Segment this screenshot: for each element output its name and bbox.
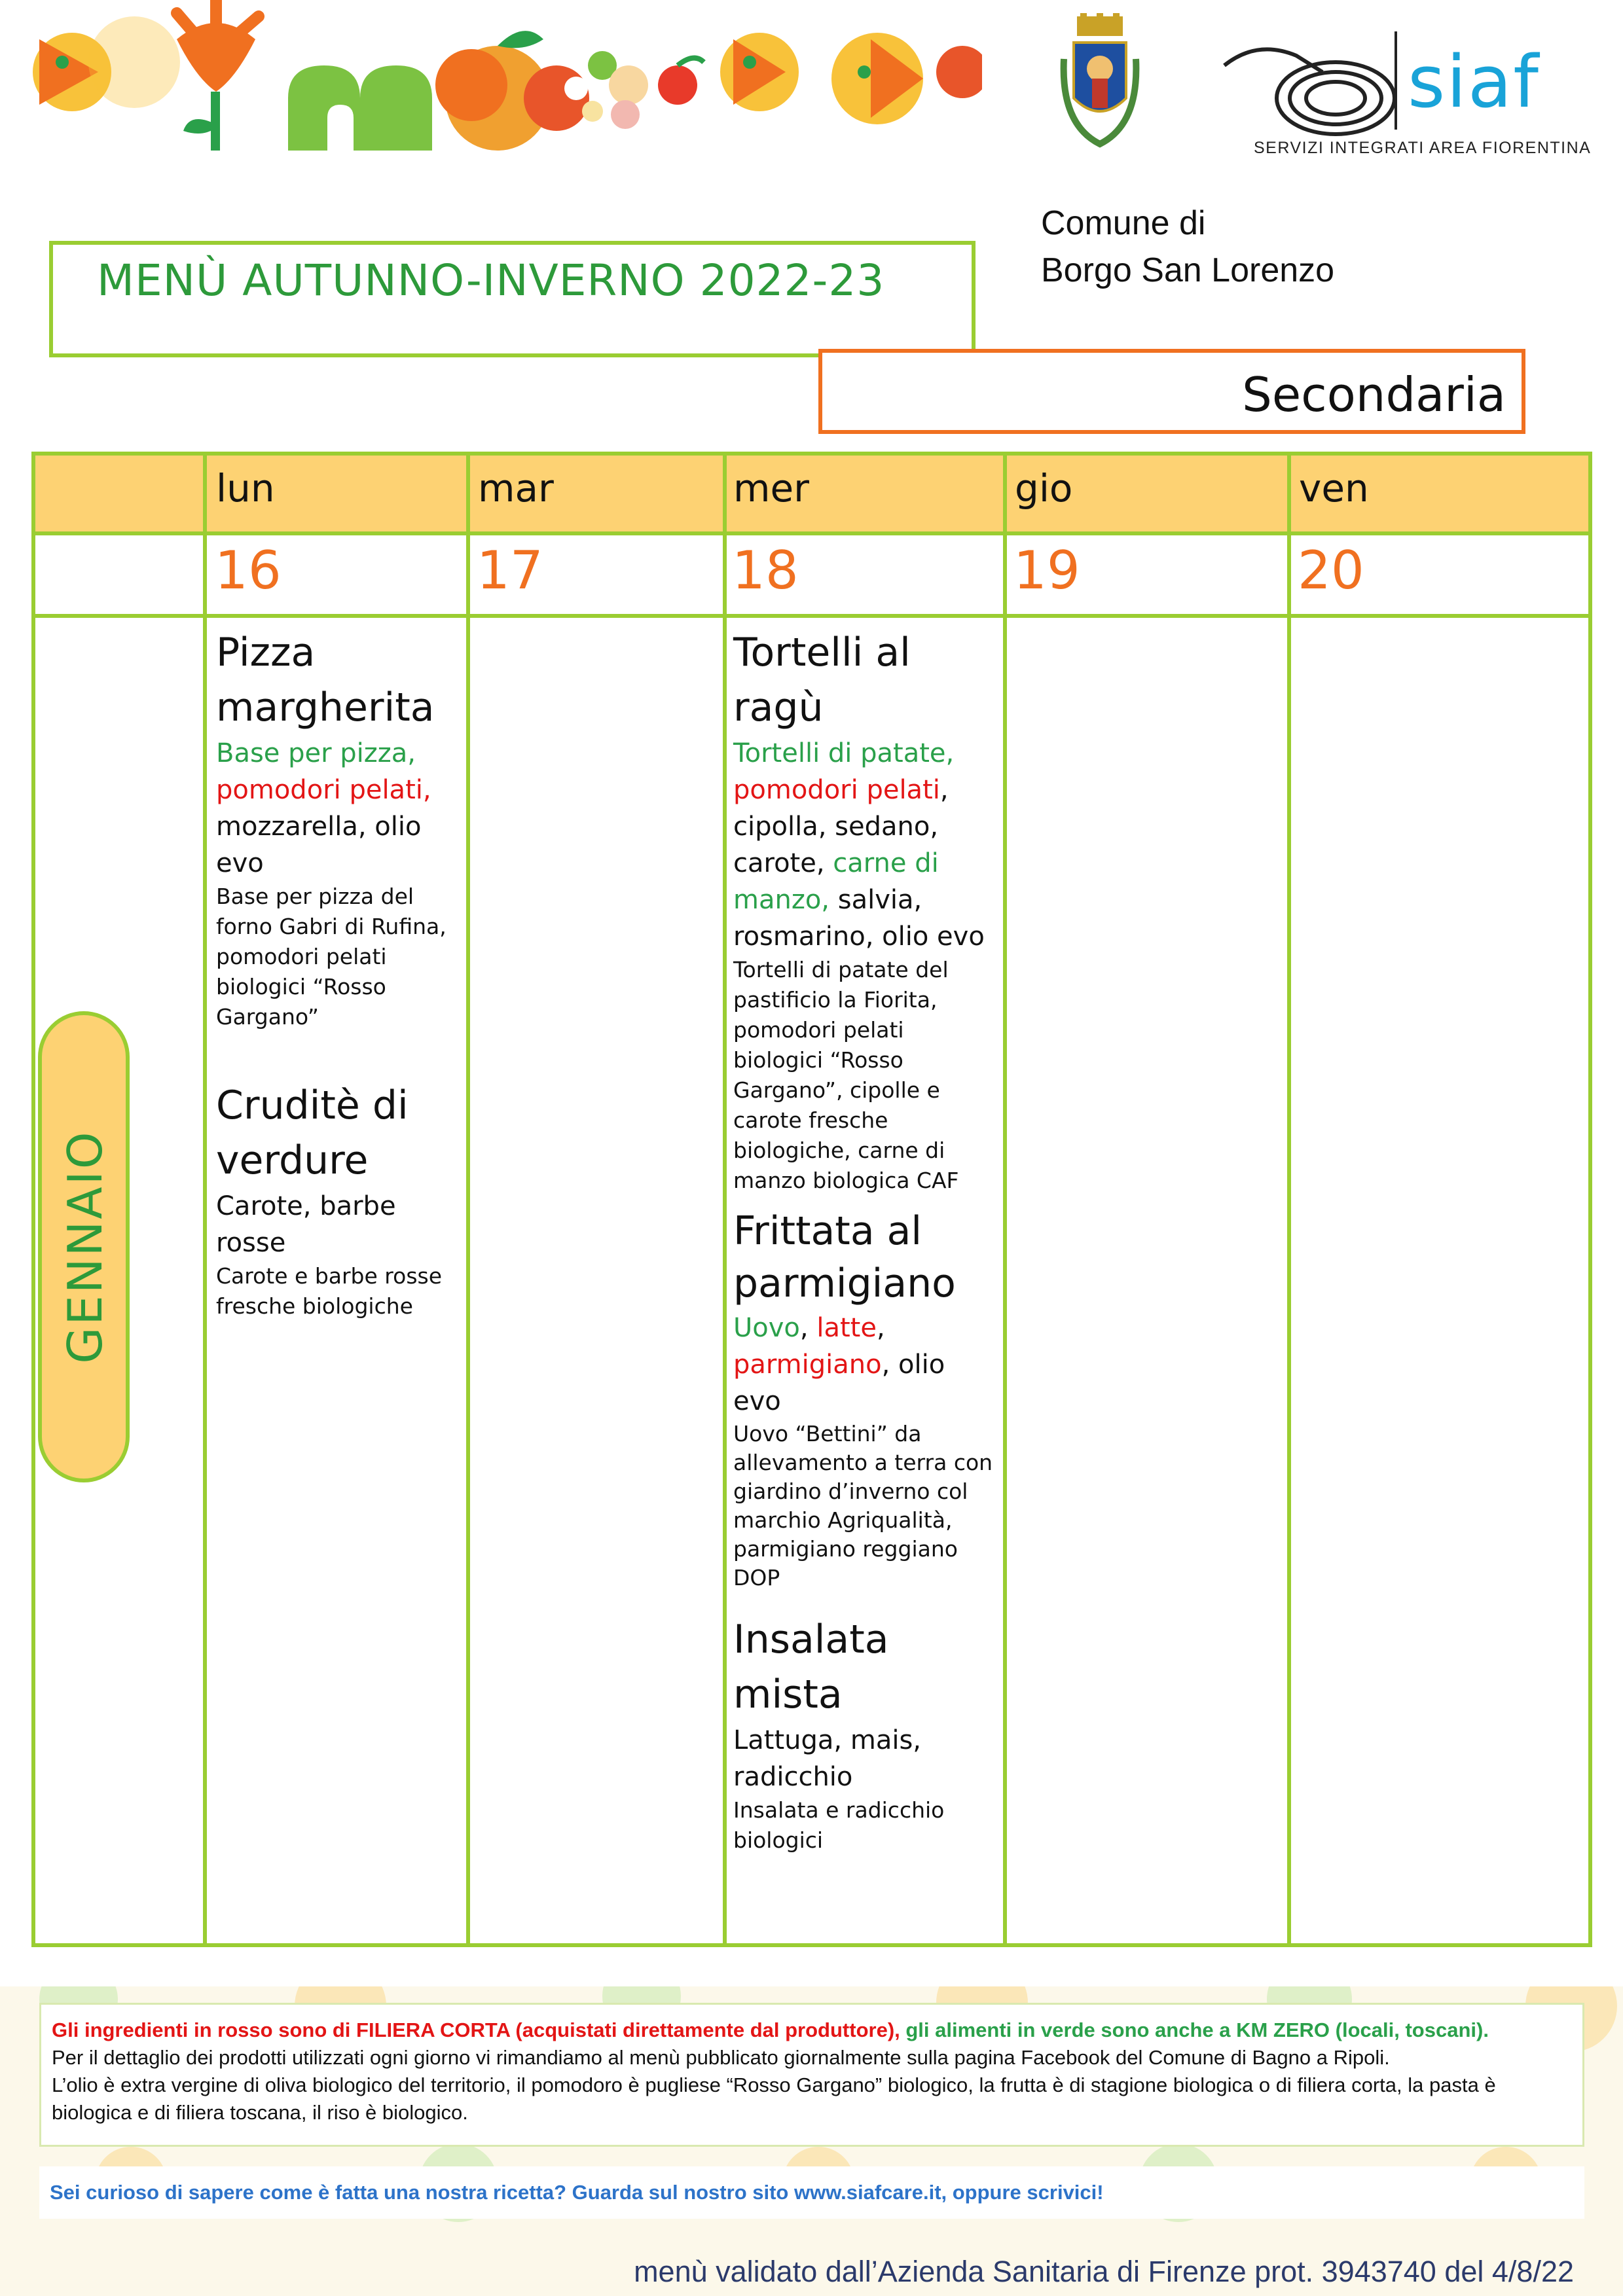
ingredients: Lattuga, mais, radicchio xyxy=(733,1725,921,1792)
product-note: Base per pizza del forno Gabri di Rufina, pomodori pelati biologici “Rosso Gargano” xyxy=(216,884,447,1030)
coat-of-arms-icon xyxy=(1054,13,1146,154)
oil-note: L’olio è extra vergine di oliva biologico del territorio, il pomodoro è pugliese “Rosso Gargano” biologico, la frutta è di stagione biologica o di filiera corta, la pasta è biologica e di filiera toscana, il riso è biologico. xyxy=(52,2073,1496,2124)
product-note: Uovo “Bettini” da allevamento a terra con giardino d’inverno col marchio Agriqualità, parmigiano reggiano DOP xyxy=(733,1421,993,1590)
ingredients xyxy=(733,735,998,955)
product-note: Carote e barbe rosse fresche biologiche xyxy=(216,1263,443,1319)
ingredient-km-zero: Base per pizza, xyxy=(216,738,416,768)
dish-name: Tortelli al ragù xyxy=(733,630,911,730)
grid-line xyxy=(31,1943,1592,1947)
grid-line xyxy=(31,531,1592,535)
grid-line xyxy=(1003,452,1007,1947)
validation-note: menù validato dall’Azienda Sanitaria di Firenze prot. 3943740 del 4/8/22 xyxy=(634,2255,1574,2288)
dish-name: Pizza margherita xyxy=(216,630,435,730)
grid-line xyxy=(31,614,1592,618)
ingredient-filiera-corta: parmigiano xyxy=(733,1350,882,1380)
dish-name: Cruditè di verdure xyxy=(216,1083,409,1183)
ingredient: salvia, rosmarino, olio evo xyxy=(733,885,985,952)
day-name: ven xyxy=(1299,466,1369,511)
legend-green: gli alimenti in verde sono anche a KM ZERO (locali, toscani). xyxy=(900,2018,1489,2041)
menu-table xyxy=(31,452,1592,1947)
product-note: Tortelli di patate del pastificio la Fiorita, pomodori pelati biologici “Rosso Gargano”, cipolle e carote fresche biologiche, carne di manzo biologica CAF xyxy=(733,957,959,1193)
school-level: Secondaria xyxy=(1242,367,1506,422)
grid-line xyxy=(723,452,727,1947)
dish-name: Insalata mista xyxy=(733,1617,889,1717)
ingredient-km-zero: Uovo xyxy=(733,1313,800,1343)
school-level-box xyxy=(818,349,1525,434)
separator: , xyxy=(876,1313,885,1343)
menu-title: MENÙ AUTUNNO-INVERNO 2022-23 xyxy=(97,255,885,306)
ingredient: mozzarella, olio evo xyxy=(216,812,422,878)
ingredient: , olio evo xyxy=(733,1350,945,1416)
brand-name: siaf xyxy=(1408,40,1541,124)
day-number: 20 xyxy=(1298,540,1364,601)
grid-line xyxy=(31,452,1592,456)
grid-line xyxy=(1287,452,1291,1947)
ingredients xyxy=(216,735,458,882)
month-label: GENNAIO xyxy=(58,1130,113,1364)
legend-line xyxy=(52,2017,1572,2044)
header-food-illustration xyxy=(0,0,982,164)
comune-line-1: Comune di xyxy=(1041,204,1206,242)
day-name: gio xyxy=(1015,466,1073,511)
grid-line xyxy=(203,452,207,1947)
day-name: mar xyxy=(478,466,554,511)
recipe-invite[interactable]: Sei curioso di sapere come è fatta una nostra ricetta? Guarda sul nostro sito www.siafcare.it, oppure scrivici! xyxy=(39,2166,1584,2219)
day-name: lun xyxy=(216,466,275,511)
ingredient-km-zero: Tortelli di patate, xyxy=(733,738,955,768)
ingredients: Carote, barbe rosse xyxy=(216,1191,396,1258)
separator: , xyxy=(939,775,949,805)
logo-divider xyxy=(1395,31,1397,130)
day-number: 19 xyxy=(1013,540,1080,601)
day-number: 18 xyxy=(732,540,799,601)
grid-line xyxy=(31,452,35,1947)
detail-note: Per il dettaglio dei prodotti utilizzati ogni giorno vi rimandiamo al menù pubblicato giornalmente sulla pagina Facebook del Comune di Bagno a Ripoli. xyxy=(52,2046,1390,2069)
separator: , xyxy=(816,848,833,878)
day-number: 16 xyxy=(215,540,282,601)
day-number: 17 xyxy=(477,540,543,601)
grid-line xyxy=(466,452,470,1947)
ingredient-filiera-corta: pomodori pelati xyxy=(733,775,940,805)
ingredient-filiera-corta: latte xyxy=(816,1313,877,1343)
wednesday-menu xyxy=(733,625,998,1856)
ingredient-filiera-corta: pomodori pelati, xyxy=(216,775,431,805)
legend-red: Gli ingredienti in rosso sono di FILIERA CORTA (acquistati direttamente dal produttore), xyxy=(52,2018,900,2041)
legend-box xyxy=(39,2003,1584,2147)
dish-name: Frittata al parmigiano xyxy=(733,1208,956,1306)
product-note: Insalata e radicchio biologici xyxy=(733,1797,945,1853)
day-name: mer xyxy=(733,466,810,511)
ingredient: cipolla, sedano, carote xyxy=(733,812,939,878)
ingredients xyxy=(733,1310,998,1420)
brand-subtitle: SERVIZI INTEGRATI AREA FIORENTINA xyxy=(1254,139,1592,157)
comune-label xyxy=(1041,200,1334,294)
comune-line-2: Borgo San Lorenzo xyxy=(1041,251,1335,289)
ingredient-km-zero: carne di manzo, xyxy=(733,848,939,915)
monday-menu xyxy=(216,625,458,1321)
grid-line xyxy=(1588,452,1592,1947)
separator: , xyxy=(799,1313,817,1343)
